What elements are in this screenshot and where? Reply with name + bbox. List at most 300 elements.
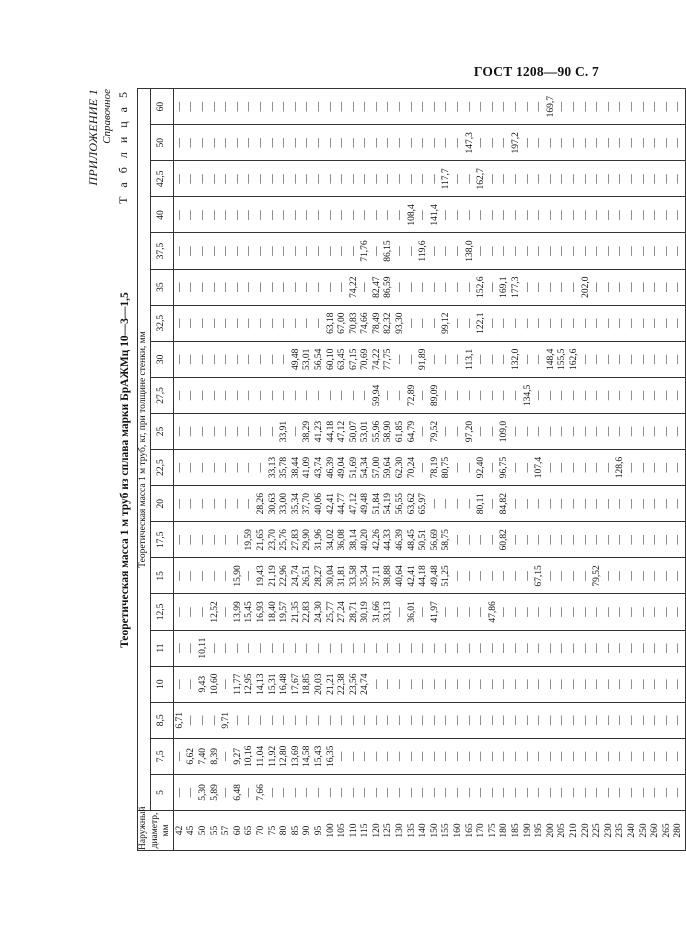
mass-value: — <box>592 318 603 328</box>
mass-value: — <box>348 138 359 148</box>
mass-value: — <box>673 174 684 184</box>
mass-value: — <box>464 571 475 581</box>
mass-value: — <box>221 571 232 581</box>
mass-value: — <box>197 282 208 292</box>
mass-value: — <box>650 138 661 148</box>
mass-value: — <box>638 535 649 545</box>
mass-value: — <box>348 174 359 184</box>
mass-value: 70,24 <box>406 456 417 479</box>
mass-value: 77,75 <box>383 348 394 371</box>
diameter-value: 135 <box>406 823 417 838</box>
mass-value: — <box>429 679 440 689</box>
mass-value: 31,66 <box>371 601 382 623</box>
mass-value: — <box>580 571 591 581</box>
mass-value: — <box>615 715 626 726</box>
mass-value: 33,91 <box>279 420 290 443</box>
mass-value: — <box>557 571 568 581</box>
mass-value: — <box>638 318 649 328</box>
mass-value: — <box>406 246 417 256</box>
mass-value: — <box>302 138 313 148</box>
mass-value: 70,83 <box>348 312 359 334</box>
mass-value: — <box>592 354 603 365</box>
mass-value: — <box>673 535 684 545</box>
mass-value: 25,77 <box>325 601 336 623</box>
mass-value: — <box>534 138 545 148</box>
mass-value: 27,83 <box>290 529 301 551</box>
mass-value: 19,43 <box>255 565 266 587</box>
mass-value: 18,40 <box>267 601 278 623</box>
mass-value: — <box>441 607 452 617</box>
mass-value: — <box>568 138 579 148</box>
diameter-value: 120 <box>371 823 382 838</box>
mass-column <box>173 197 685 233</box>
mass-value: 54,19 <box>383 493 394 515</box>
mass-value: 79,52 <box>592 565 603 587</box>
mass-value: 15,45 <box>244 601 255 623</box>
mass-value: 33,58 <box>348 565 359 587</box>
mass-value: — <box>638 390 649 401</box>
mass-value: 26,51 <box>302 565 313 587</box>
mass-value: — <box>638 174 649 184</box>
mass-value: — <box>673 679 684 689</box>
mass-value: — <box>395 354 406 365</box>
mass-value: 30,63 <box>267 493 278 515</box>
mass-value: — <box>545 787 556 798</box>
mass-value: — <box>221 607 232 617</box>
mass-value: — <box>661 715 672 726</box>
mass-value: 51,25 <box>441 565 452 587</box>
mass-value: — <box>244 354 255 365</box>
mass-value: — <box>603 715 614 726</box>
mass-value: — <box>232 715 243 726</box>
mass-value: 47,86 <box>487 601 498 623</box>
mass-value: 56,55 <box>395 493 406 515</box>
mass-value: 5,30 <box>197 784 208 801</box>
mass-value: — <box>441 643 452 653</box>
mass-value: — <box>360 101 371 112</box>
mass-value: — <box>209 571 220 581</box>
mass-value: — <box>661 679 672 689</box>
mass-value: — <box>418 282 429 292</box>
mass-value: 86,15 <box>383 240 394 262</box>
mass-value: — <box>476 426 487 437</box>
mass-value: 122,1 <box>476 312 487 334</box>
mass-value: — <box>383 390 394 401</box>
mass-column <box>173 89 685 125</box>
mass-value: 19,57 <box>279 601 290 623</box>
mass-value: — <box>487 390 498 401</box>
mass-value: — <box>615 679 626 689</box>
mass-value: — <box>673 354 684 365</box>
mass-value: — <box>418 101 429 112</box>
mass-value: — <box>568 246 579 256</box>
mass-value: — <box>487 643 498 653</box>
mass-value: — <box>244 426 255 437</box>
mass-value: — <box>580 210 591 220</box>
mass-value: — <box>429 643 440 653</box>
mass-value: — <box>638 643 649 653</box>
mass-value: — <box>244 571 255 581</box>
mass-value: — <box>650 751 661 762</box>
mass-value: 152,6 <box>476 276 487 298</box>
mass-value: — <box>267 643 278 653</box>
mass-value: — <box>313 390 324 401</box>
mass-value: — <box>650 174 661 184</box>
mass-value: — <box>603 643 614 653</box>
mass-value: — <box>174 210 185 220</box>
diameter-value: 130 <box>395 823 406 838</box>
mass-value: — <box>522 498 533 509</box>
mass-value: 119,6 <box>418 240 429 262</box>
mass-value: — <box>337 282 348 292</box>
mass-value: — <box>290 715 301 726</box>
mass-value: — <box>661 318 672 328</box>
mass-value: — <box>453 101 464 112</box>
mass-value: — <box>174 535 185 545</box>
mass-value: — <box>650 354 661 365</box>
mass-column <box>173 341 685 377</box>
mass-value: — <box>603 101 614 112</box>
mass-value: 155,5 <box>557 348 568 371</box>
mass-value: — <box>255 390 266 401</box>
mass-value: — <box>418 318 429 328</box>
mass-value: — <box>650 643 661 653</box>
mass-value: — <box>626 246 637 256</box>
mass-value: — <box>221 354 232 365</box>
mass-value: — <box>650 282 661 292</box>
mass-value: 74,66 <box>360 312 371 334</box>
mass-value: — <box>522 174 533 184</box>
mass-value: — <box>221 138 232 148</box>
mass-value: — <box>360 210 371 220</box>
mass-value: — <box>302 715 313 726</box>
mass-value: — <box>197 210 208 220</box>
mass-value: — <box>290 246 301 256</box>
mass-value: — <box>267 426 278 437</box>
mass-value: 24,74 <box>290 565 301 587</box>
mass-value: 6,71 <box>174 711 185 729</box>
mass-value: — <box>418 607 429 617</box>
mass-value: — <box>453 138 464 148</box>
mass-value: — <box>186 679 197 689</box>
mass-value: — <box>418 138 429 148</box>
mass-value: — <box>279 390 290 401</box>
mass-value: 109,0 <box>499 420 510 443</box>
mass-value: — <box>545 498 556 509</box>
mass-value: — <box>626 390 637 401</box>
mass-value: — <box>511 498 521 509</box>
diameter-value: 265 <box>661 823 672 838</box>
mass-value: 10,11 <box>197 637 208 659</box>
mass-value: — <box>244 174 255 184</box>
mass-value: — <box>534 715 545 726</box>
mass-value: — <box>603 282 614 292</box>
mass-value: — <box>267 174 278 184</box>
diameter-value: 230 <box>603 823 614 838</box>
mass-value: — <box>476 354 487 365</box>
mass-value: 82,32 <box>383 312 394 334</box>
mass-value: — <box>603 462 614 473</box>
mass-value: — <box>209 535 220 545</box>
mass-value: — <box>673 462 684 473</box>
mass-value: 169,7 <box>545 95 556 118</box>
mass-value: — <box>267 354 278 365</box>
mass-value: — <box>487 210 498 220</box>
mass-value: — <box>371 138 382 148</box>
mass-value: — <box>557 174 568 184</box>
mass-value: — <box>661 498 672 509</box>
mass-value: — <box>499 318 510 328</box>
mass-value: — <box>615 101 626 112</box>
mass-value: — <box>267 390 278 401</box>
thickness-span-header: Теоретическая масса 1 м труб, кг, при толщине стенки, мм <box>138 89 151 811</box>
thickness-header: 8,5 <box>150 702 173 738</box>
mass-value: 44,33 <box>383 529 394 551</box>
mass-value: — <box>453 462 464 473</box>
mass-value: — <box>244 246 255 256</box>
mass-value: — <box>615 535 626 545</box>
mass-value: — <box>313 174 324 184</box>
mass-value: — <box>325 174 336 184</box>
mass-value: — <box>522 787 533 798</box>
mass-value: — <box>557 210 568 220</box>
mass-value: — <box>395 390 406 401</box>
mass-value: 6,48 <box>232 784 243 801</box>
mass-value: — <box>383 210 394 220</box>
mass-value: — <box>209 390 220 401</box>
mass-value: — <box>290 101 301 112</box>
mass-value: 108,4 <box>406 204 417 226</box>
mass-value: 18,85 <box>302 673 313 695</box>
mass-value: 67,15 <box>348 348 359 371</box>
mass-value: — <box>197 462 208 473</box>
mass-value: — <box>626 498 637 509</box>
table-number: Т а б л и ц а 5 <box>116 89 131 204</box>
mass-value: — <box>429 282 440 292</box>
mass-value: — <box>626 462 637 473</box>
mass-value: — <box>337 101 348 112</box>
mass-value: — <box>487 715 498 726</box>
mass-value: — <box>534 679 545 689</box>
mass-value: — <box>453 210 464 220</box>
mass-value: — <box>441 390 452 401</box>
mass-value: — <box>174 571 185 581</box>
mass-value: — <box>568 390 579 401</box>
mass-value: 38,29 <box>302 420 313 443</box>
mass-value: — <box>267 246 278 256</box>
mass-value: — <box>453 498 464 509</box>
diameter-value: 235 <box>615 823 626 838</box>
mass-value: — <box>476 390 487 401</box>
mass-value: — <box>522 282 533 292</box>
mass-value: — <box>360 174 371 184</box>
mass-value: — <box>638 210 649 220</box>
mass-value: — <box>638 679 649 689</box>
mass-value: — <box>557 751 568 762</box>
mass-value: 36,01 <box>406 601 417 623</box>
mass-value: — <box>395 210 406 220</box>
mass-value: — <box>197 246 208 256</box>
mass-value: 21,35 <box>290 601 301 623</box>
mass-value: — <box>325 246 336 256</box>
mass-value: — <box>545 607 556 617</box>
mass-value: 33,13 <box>267 456 278 479</box>
mass-value: 12,95 <box>244 673 255 695</box>
mass-value: — <box>568 787 579 798</box>
mass-value: — <box>557 138 568 148</box>
mass-value: — <box>371 246 382 256</box>
diameter-value: 200 <box>545 823 556 838</box>
mass-value: 138,0 <box>464 240 475 262</box>
mass-value: — <box>453 282 464 292</box>
mass-value: 35,34 <box>290 493 301 515</box>
mass-value: — <box>626 210 637 220</box>
mass-value: — <box>615 174 626 184</box>
mass-value: — <box>568 535 579 545</box>
mass-value: — <box>290 210 301 220</box>
mass-value: — <box>197 715 208 726</box>
mass-value: 10,16 <box>244 745 255 768</box>
mass-value: — <box>615 318 626 328</box>
mass-value: — <box>395 174 406 184</box>
mass-value: — <box>487 571 498 581</box>
mass-column <box>173 738 685 774</box>
mass-value: 132,0 <box>511 348 521 371</box>
mass-value: — <box>290 426 301 437</box>
mass-value: — <box>661 643 672 653</box>
mass-value: — <box>487 679 498 689</box>
mass-value: 35,34 <box>360 565 371 587</box>
mass-value: — <box>615 751 626 762</box>
diameter-value: 57 <box>221 825 232 836</box>
mass-value: — <box>673 210 684 220</box>
mass-value: — <box>545 246 556 256</box>
mass-value: — <box>441 246 452 256</box>
mass-value: — <box>186 787 197 798</box>
mass-value: — <box>511 318 521 328</box>
mass-value: — <box>511 174 521 184</box>
mass-value: — <box>487 751 498 762</box>
mass-value: 60,82 <box>499 529 510 551</box>
mass-value: 48,45 <box>406 529 417 551</box>
mass-value: — <box>232 246 243 256</box>
mass-value: — <box>279 643 290 653</box>
mass-value: — <box>395 751 406 762</box>
mass-value: — <box>360 390 371 401</box>
mass-value: — <box>221 535 232 545</box>
mass-value: — <box>511 426 521 437</box>
mass-value: — <box>661 390 672 401</box>
mass-value: — <box>209 643 220 653</box>
mass-value: — <box>383 679 394 689</box>
mass-value: — <box>534 318 545 328</box>
thickness-header: 32,5 <box>150 305 173 341</box>
mass-value: — <box>592 535 603 545</box>
mass-value: — <box>638 751 649 762</box>
mass-value: 16,48 <box>279 673 290 695</box>
mass-value: — <box>418 174 429 184</box>
mass-value: — <box>325 390 336 401</box>
mass-value: — <box>568 498 579 509</box>
mass-value: — <box>545 282 556 292</box>
mass-value: 41,09 <box>302 456 313 479</box>
mass-value: — <box>522 246 533 256</box>
mass-value: — <box>267 282 278 292</box>
mass-value: — <box>522 426 533 437</box>
mass-value: — <box>626 643 637 653</box>
mass-value: 33,13 <box>383 601 394 623</box>
mass-value: — <box>290 318 301 328</box>
mass-value: — <box>534 174 545 184</box>
mass-value: — <box>429 174 440 184</box>
mass-value: — <box>313 282 324 292</box>
mass-value: — <box>511 390 521 401</box>
mass-value: — <box>279 282 290 292</box>
mass-value: — <box>313 210 324 220</box>
mass-value: — <box>511 462 521 473</box>
mass-value: — <box>441 282 452 292</box>
mass-value: — <box>302 643 313 653</box>
mass-value: — <box>476 101 487 112</box>
mass-value: — <box>673 643 684 653</box>
mass-value: — <box>197 607 208 617</box>
mass-value: — <box>186 462 197 473</box>
mass-value: 92,40 <box>476 456 487 479</box>
mass-value: — <box>568 101 579 112</box>
mass-value: — <box>209 174 220 184</box>
mass-value: — <box>453 354 464 365</box>
mass-value: 25,76 <box>279 529 290 551</box>
mass-value: — <box>511 607 521 617</box>
mass-value: 47,12 <box>337 420 348 443</box>
diameter-value: 160 <box>453 823 464 838</box>
mass-value: — <box>580 246 591 256</box>
mass-value: — <box>267 101 278 112</box>
mass-value: — <box>244 138 255 148</box>
diameter-value: 80 <box>279 825 290 836</box>
mass-value: — <box>580 679 591 689</box>
mass-value: — <box>615 282 626 292</box>
mass-value: — <box>232 282 243 292</box>
mass-column <box>173 630 685 666</box>
mass-value: 22,38 <box>337 673 348 695</box>
mass-value: — <box>302 210 313 220</box>
mass-value: — <box>383 101 394 112</box>
mass-value: — <box>255 715 266 726</box>
mass-column <box>173 558 685 594</box>
mass-value: 28,26 <box>255 493 266 515</box>
mass-value: — <box>545 462 556 473</box>
mass-value: — <box>615 571 626 581</box>
mass-value: — <box>209 246 220 256</box>
mass-value: 80,11 <box>476 493 487 515</box>
diameter-value: 250 <box>638 823 649 838</box>
diameter-value: 140 <box>418 823 429 838</box>
mass-value: — <box>511 246 521 256</box>
mass-value: 148,4 <box>545 348 556 371</box>
diameter-column <box>173 811 685 851</box>
mass-value: — <box>499 787 510 798</box>
thickness-header: 22,5 <box>150 450 173 486</box>
mass-value: — <box>337 715 348 726</box>
mass-value: 54,34 <box>360 456 371 479</box>
mass-value: — <box>441 679 452 689</box>
mass-value: — <box>174 679 185 689</box>
corner-header: Наружный диаметр, мм <box>138 811 174 851</box>
mass-value: 37,11 <box>371 565 382 587</box>
mass-value: — <box>209 498 220 509</box>
mass-value: — <box>592 282 603 292</box>
